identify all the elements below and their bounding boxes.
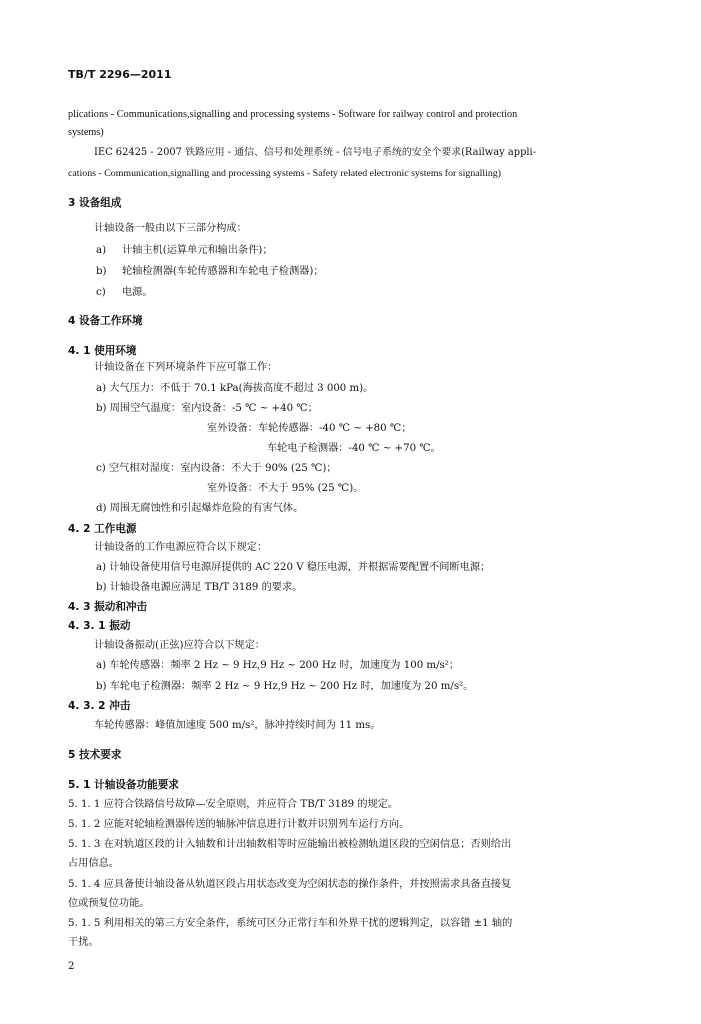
section-4-2-b: b) 计轴设备电源应满足 TB/T 3189 的要求。	[96, 582, 303, 593]
list-label: c)	[96, 287, 106, 298]
clause-5-1-4-line-1: 5. 1. 4 应具备使计轴设备从轨道区段占用状态改变为空闲状态的操作条件，并按照需求具备直接复	[68, 879, 512, 890]
clause-5-1-2: 5. 1. 2 应能对轮轴检测器传送的轴脉冲信息进行计数并识别列车运行方向。	[68, 819, 410, 830]
section-4-2-intro: 计轴设备的工作电源应符合以下规定：	[94, 542, 268, 553]
page-number: 2	[68, 961, 75, 972]
section-3-intro: 计轴设备一般由以下三部分构成：	[94, 223, 247, 234]
standard-code-header: TB/T 2296—2011	[68, 68, 172, 81]
section-4-1-d: d) 周围无腐蚀性和引起爆炸危险的有害气体。	[96, 503, 304, 514]
list-item	[96, 265, 324, 279]
list-item	[96, 244, 273, 258]
list-label: b)	[96, 266, 107, 277]
section-4-3-1-heading: 4. 3. 1 振动	[68, 620, 131, 632]
section-4-3-1-b: b) 车轮电子检测器：频率 2 Hz ~ 9 Hz,9 Hz ~ 200 Hz 时，加速度为 20 m/s²。	[96, 681, 474, 692]
clause-5-1-5-line-2: 干扰。	[68, 937, 99, 948]
list-text: 轮轴检测器(车轮传感器和车轮电子检测器)；	[122, 266, 324, 277]
section-5-1-heading: 5. 1 计轴设备功能要求	[68, 779, 179, 791]
section-4-3-heading: 4. 3 振动和冲击	[68, 601, 148, 613]
section-4-1-b-electronic: 车轮电子检测器：-40 ℃ ~ +70 ℃。	[267, 443, 441, 454]
section-4-3-1-a: a) 车轮传感器：频率 2 Hz ~ 9 Hz,9 Hz ~ 200 Hz 时，加速度为 100 m/s²；	[96, 660, 460, 671]
list-text: 电源。	[122, 287, 153, 298]
clause-5-1-5-line-1: 5. 1. 5 利用相关的第三方安全条件，系统可区分正常行车和外界干扰的逻辑判定，以容错 ±1 轴的	[68, 918, 513, 929]
section-4-1-a: a) 大气压力：不低于 70.1 kPa(海拔高度不超过 3 000 m)。	[96, 383, 374, 394]
ref-line-4: cations - Communication,signalling and processing systems - Safety related electronic systems for signalling)	[68, 168, 502, 179]
ref-line-1: plications - Communications,signalling and processing systems - Software for railway control and protection	[68, 109, 518, 120]
list-text: 计轴主机(运算单元和输出条件)；	[122, 245, 273, 256]
clause-5-1-1: 5. 1. 1 应符合铁路信号故障—安全原则，并应符合 TB/T 3189 的规定。	[68, 799, 399, 810]
section-4-2-a: a) 计轴设备使用信号电源屏提供的 AC 220 V 稳压电源，并根据需要配置不间断电源；	[96, 562, 491, 573]
section-4-1-heading: 4. 1 使用环境	[68, 345, 137, 357]
section-4-3-2-heading: 4. 3. 2 冲击	[68, 700, 131, 712]
section-4-3-2-text: 车轮传感器：峰值加速度 500 m/s²，脉冲持续时间为 11 ms。	[94, 720, 381, 731]
ref-line-3: IEC 62425 - 2007 铁路应用 - 通信、信号和处理系统 - 信号电子系统的安全个要求(Railway appli-	[94, 147, 537, 158]
section-4-1-c: c) 空气相对湿度：室内设备：不大于 90% (25 ℃)；	[96, 463, 337, 474]
section-4-1-c-outdoor: 室外设备：不大于 95% (25 ℃)。	[207, 483, 364, 494]
clause-5-1-4-line-2: 位或预复位功能。	[68, 898, 150, 909]
section-4-2-heading: 4. 2 工作电源	[68, 523, 137, 535]
section-4-3-1-intro: 计轴设备振动(正弦)应符合以下规定：	[94, 640, 265, 651]
section-5-heading: 5 技术要求	[68, 749, 122, 761]
list-label: a)	[96, 245, 107, 256]
section-3-heading: 3 设备组成	[68, 197, 122, 209]
clause-5-1-3-line-1: 5. 1. 3 在对轨道区段的计入轴数和计出轴数相等时应能输出被检测轨道区段的空闲信息；否则给出	[68, 839, 512, 850]
clause-5-1-3-line-2: 占用信息。	[68, 858, 119, 869]
section-4-heading: 4 设备工作环境	[68, 315, 143, 327]
list-item	[96, 286, 153, 300]
section-4-1-b: b) 周围空气温度：室内设备：-5 ℃ ~ +40 ℃；	[96, 403, 318, 414]
ref-line-2: systems)	[68, 127, 104, 138]
section-4-1-b-outdoor: 室外设备：车轮传感器：-40 ℃ ~ +80 ℃；	[207, 423, 412, 434]
section-4-1-intro: 计轴设备在下列环境条件下应可靠工作：	[94, 362, 278, 373]
